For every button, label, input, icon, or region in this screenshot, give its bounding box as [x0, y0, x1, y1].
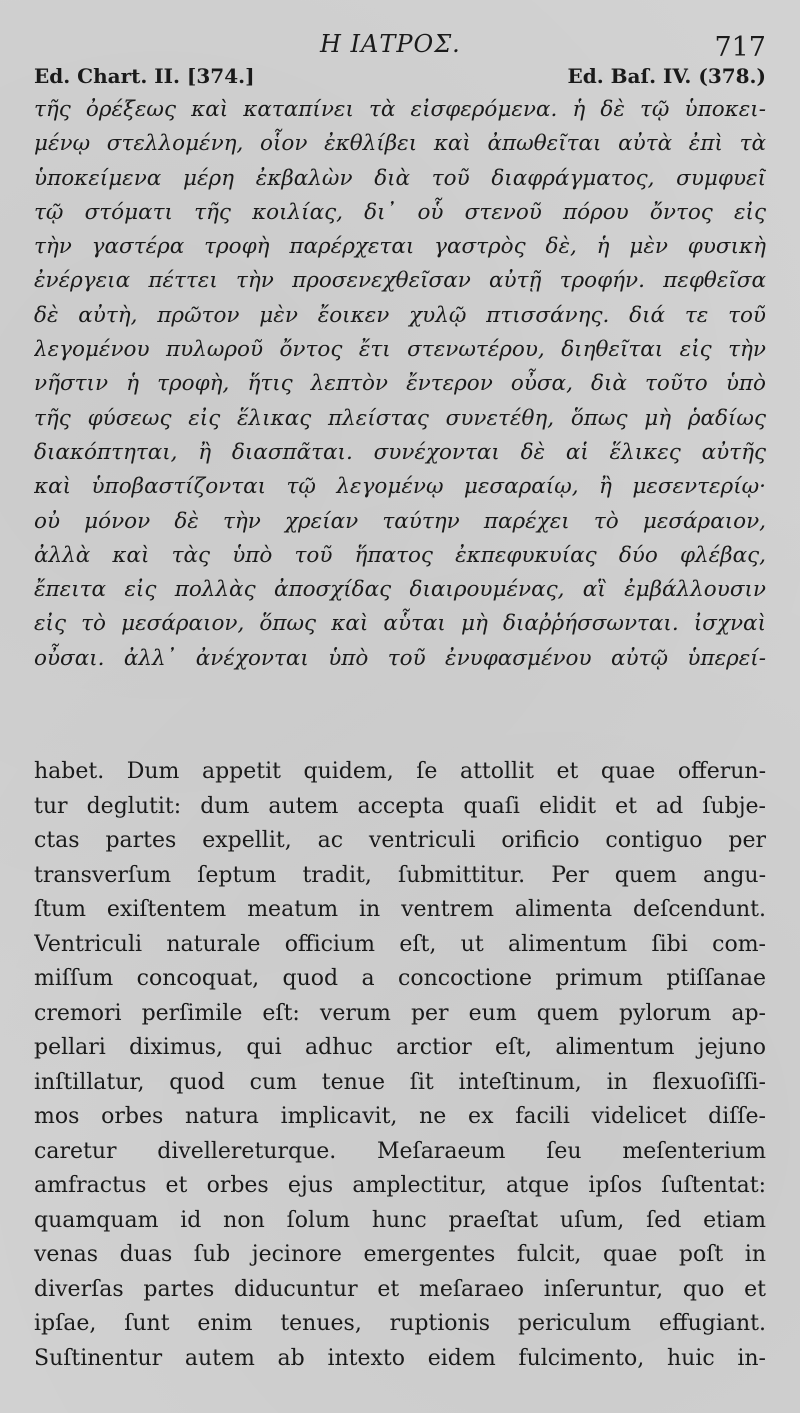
greek-line: τῷ στόματι τῆς κοιλίας, δι᾽ οὗ στενοῦ πόρου ὄντος εἰς: [34, 199, 766, 225]
greek-line: τῆς ὀρέξεως καὶ καταπίνει τὰ εἰσφερόμενα. ἡ δὲ τῷ ὑποκει-: [34, 97, 766, 122]
latin-line: miſſum concoquat, quod a concoctione primum ptiſſanae: [34, 966, 766, 991]
greek-line: νῆστιν ἡ τροφὴ, ἥτις λεπτὸν ἔντερον οὖσα, διὰ τοῦτο ὑπὸ: [34, 371, 766, 397]
running-head: [0, 30, 800, 64]
latin-line: tur deglutit: dum autem accepta quaſi elidit et ad ſubje-: [34, 793, 766, 819]
latin-line: ctas partes expellit, ac ventriculi orificio contiguo per: [34, 828, 766, 853]
latin-line: Ventriculi naturale officium eſt, ut alimentum ſibi com-: [34, 931, 766, 957]
latin-line: ipſae, ſunt enim tenues, ruptionis periculum effugiant.: [34, 1311, 766, 1336]
edition-basel-reference: Ed. Baſ. IV. (378.): [567, 64, 766, 88]
latin-line: mos orbes natura implicavit, ne ex facili videlicet diſſe-: [34, 1104, 766, 1129]
latin-line: diverſas partes diducuntur et meſaraeo inſeruntur, quo et: [34, 1276, 766, 1302]
latin-line: amfractus et orbes ejus amplectitur, atque ipſos ſuſtentat:: [34, 1173, 766, 1198]
greek-line: οὖσαι. ἀλλ᾽ ἀνέχονται ὑπὸ τοῦ ἐνυφασμένου αὐτῷ ὑπερεί-: [34, 645, 766, 671]
greek-line: καὶ ὑποβαστίζονται τῷ λεγομένῳ μεσαραίῳ, ἢ μεσεντερίῳ·: [34, 474, 766, 500]
page-number: 717: [714, 32, 766, 63]
edition-chart-reference: Ed. Chart. II. [374.]: [34, 64, 255, 88]
latin-line: inſtillatur, quod cum tenue ſit inteſtinum, in flexuoſiſſi-: [34, 1069, 766, 1095]
greek-line: τὴν γαστέρα τροφὴ παρέρχεται γαστρὸς δὲ, ἡ μὲν φυσικὴ: [34, 234, 766, 260]
greek-line: ἐνέργεια πέττει τὴν προσενεχθεῖσαν αὐτῇ τροφήν. πεφθεῖσα: [34, 268, 766, 294]
greek-line: εἰς τὸ μεσάραιον, ὅπως καὶ αὗται μὴ διαῤῥήσσωνται. ἰσχναὶ: [34, 611, 766, 637]
latin-line: transverſum ſeptum tradit, ſubmittitur. Per quem angu-: [34, 862, 766, 888]
latin-line: venas duas ſub jecinore emergentes fulcit, quae poſt in: [34, 1242, 766, 1267]
latin-text-block: [34, 755, 766, 1376]
greek-line: ἀλλὰ καὶ τὰς ὑπὸ τοῦ ἥπατος ἐκπεφυκυίας δύο φλέβας,: [34, 542, 766, 568]
latin-line: pellari diximus, qui adhuc arctior eſt, alimentum jejuno: [34, 1035, 766, 1060]
greek-line: οὐ μόνον δὲ τὴν χρείαν ταύτην παρέχει τὸ μεσάραιον,: [34, 508, 766, 534]
latin-line: Suſtinentur autem ab intexto eidem fulcimento, huic in-: [34, 1345, 766, 1371]
latin-line: cremori perſimile eſt: verum per eum quem pylorum ap-: [34, 1000, 766, 1026]
greek-text-block: [34, 93, 766, 676]
latin-line: habet. Dum appetit quidem, ſe attollit et quae offerun-: [34, 759, 766, 784]
greek-line: τῆς φύσεως εἰς ἕλικας πλείστας συνετέθη, ὅπως μὴ ῥαδίως: [34, 405, 766, 431]
greek-line: δὲ αὐτὴ, πρῶτον μὲν ἔοικεν χυλῷ πτισσάνης. διά τε τοῦ: [34, 302, 766, 328]
greek-line: μένῳ στελλομένη, οἷον ἐκθλίβει καὶ ἀπωθεῖται αὐτὰ ἐπὶ τὰ: [34, 131, 766, 157]
running-title: Η ΙΑΤΡΟΣ.: [320, 30, 461, 58]
latin-line: quamquam id non ſolum hunc praeſtat uſum, ſed etiam: [34, 1207, 766, 1233]
greek-line: λεγομένου πυλωροῦ ὄντος ἔτι στενωτέρου, διηθεῖται εἰς τὴν: [34, 337, 766, 363]
greek-line: διακόπτηται, ἢ διασπᾶται. συνέχονται δὲ αἱ ἕλικες αὐτῆς: [34, 439, 766, 465]
latin-line: caretur divellereturque. Meſaraeum ſeu meſenterium: [34, 1138, 766, 1164]
greek-line: ἔπειτα εἰς πολλὰς ἀποσχίδας διαιρουμένας, αἳ ἐμβάλλουσιν: [34, 577, 766, 603]
greek-line: ὑποκείμενα μέρη ἐκβαλὼν διὰ τοῦ διαφράγματος, συμφυεῖ: [34, 165, 766, 191]
edition-references: [34, 64, 766, 94]
latin-line: ſtum exiſtentem meatum in ventrem alimenta deſcendunt.: [34, 897, 766, 922]
